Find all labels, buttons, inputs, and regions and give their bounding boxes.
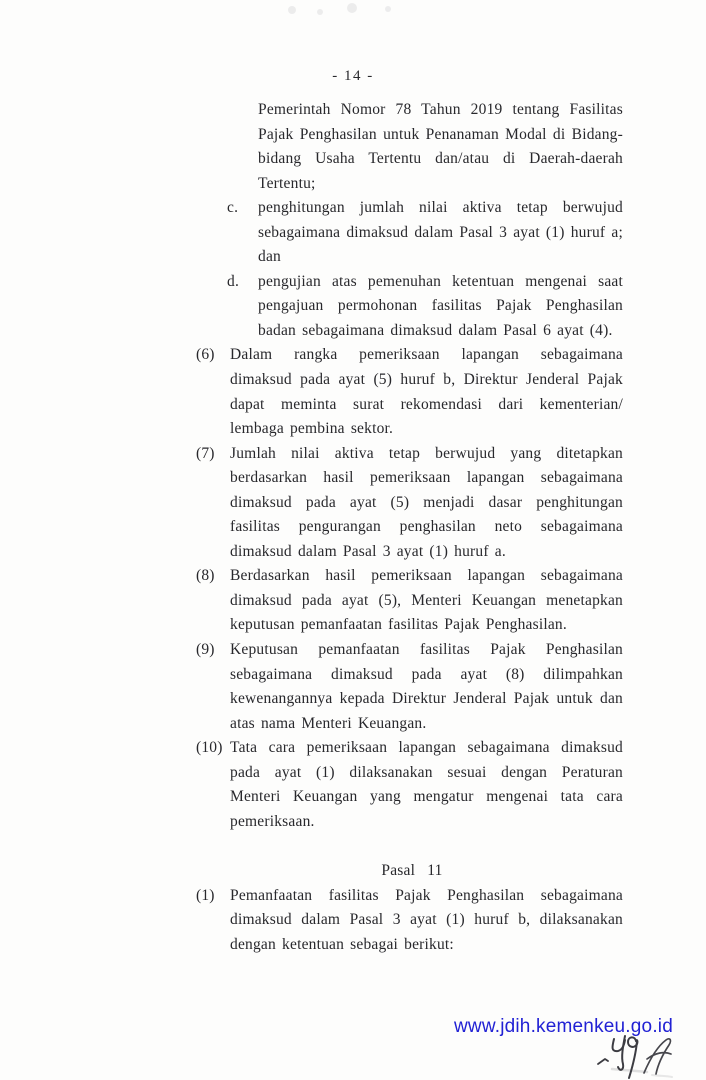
list-item xyxy=(0,736,706,834)
list-item xyxy=(0,196,706,270)
item-text: pengujian atas pemenuhan ketentuan mengenai saat pengajuan permohonan fasilitas Pajak Penghasilan badan sebagaimana dimaksud dalam Pasal 6 ayat (4). xyxy=(258,272,623,339)
item-marker: (10) xyxy=(196,739,223,757)
item-marker: (6) xyxy=(196,346,215,364)
page-number: - 14 - xyxy=(332,68,374,84)
item-marker: (9) xyxy=(196,641,215,659)
item-text: Berdasarkan hasil pemeriksaan lapangan sebagaimana dimaksud pada ayat (5), Menteri Keuangan menetapkan keputusan pemanfaatan fasilitas Pajak Penghasilan. xyxy=(230,567,623,634)
list-item xyxy=(0,638,706,736)
list-item xyxy=(0,343,706,441)
list-item xyxy=(0,884,706,958)
handwritten-initials xyxy=(592,1031,684,1080)
jdih-watermark-link[interactable]: www.jdih.kemenkeu.go.id xyxy=(454,1016,673,1037)
list-item xyxy=(0,442,706,565)
item-marker: c. xyxy=(227,199,239,217)
section-heading: Pasal 11 xyxy=(381,861,443,879)
item-marker: (7) xyxy=(196,444,215,462)
scan-smudge xyxy=(270,0,410,22)
paragraph-continuation: Pemerintah Nomor 78 Tahun 2019 tentang Fasilitas Pajak Penghasilan untuk Penanaman Modal di Bidang-bidang Usaha Tertentu dan/atau di Daerah-daerah Tertentu; xyxy=(258,101,623,192)
item-text: Pemanfaatan fasilitas Pajak Penghasilan sebagaimana dimaksud dalam Pasal 3 ayat (1) huruf b, dilaksanakan dengan ketentuan sebagai berikut: xyxy=(230,886,623,953)
item-text: Tata cara pemeriksaan lapangan sebagaimana dimaksud pada ayat (1) dilaksanakan sesuai dengan Peraturan Menteri Keuangan yang mengatur mengenai tata cara pemeriksaan. xyxy=(230,739,623,830)
item-marker: d. xyxy=(227,272,240,290)
item-text: Jumlah nilai aktiva tetap berwujud yang ditetapkan berdasarkan hasil pemeriksaan lapangan sebagaimana dimaksud pada ayat (5) menjadi dasar penghitungan fasilitas pengurangan penghasilan neto sebagaimana dimaksud dalam Pasal 3 ayat (1) huruf a. xyxy=(230,444,623,560)
item-marker: (8) xyxy=(196,567,215,585)
item-text: penghitungan jumlah nilai aktiva tetap berwujud sebagaimana dimaksud dalam Pasal 3 ayat (1) huruf a; dan xyxy=(258,199,623,266)
item-marker: (1) xyxy=(196,886,215,904)
item-text: Dalam rangka pemeriksaan lapangan sebagaimana dimaksud pada ayat (5) huruf b, Direktur Jenderal Pajak dapat meminta surat rekomendasi dari kementerian/ lembaga pembina sektor. xyxy=(230,346,623,438)
list-item xyxy=(0,564,706,638)
list-item xyxy=(0,270,706,344)
item-text: Keputusan pemanfaatan fasilitas Pajak Penghasilan sebagaimana dimaksud pada ayat (8) dilimpahkan kewenangannya kepada Direktur Jenderal Pajak untuk dan atas nama Menteri Keuangan. xyxy=(230,641,623,732)
